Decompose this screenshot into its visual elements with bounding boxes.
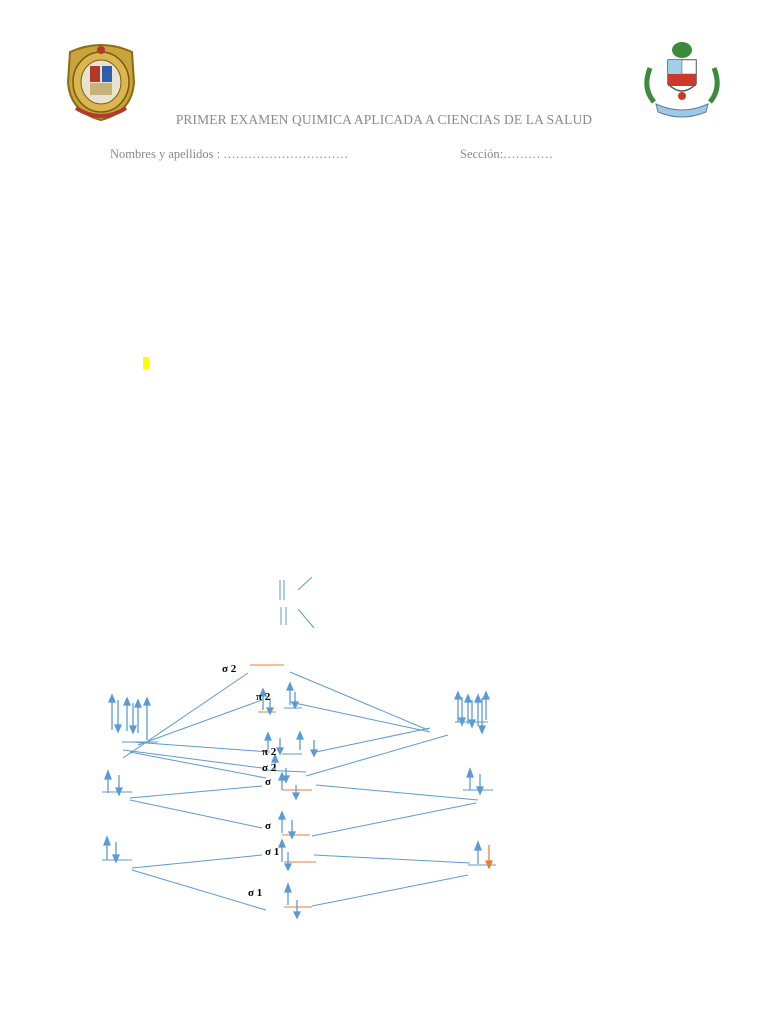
orbital-label-sigma1-star: σ 1 [265, 846, 280, 858]
orbital-label-sigma1: σ 1 [248, 887, 263, 899]
orbital-label-sigma2: σ 2 [262, 762, 277, 774]
name-field-line: Nombres y apellidos : ………………………… [110, 147, 349, 161]
orbital-label-sigma-b: σ [265, 820, 271, 832]
orbital-label-pi2-star: π 2 [256, 691, 271, 703]
orbital-label-sigma-a: σ [265, 776, 271, 788]
orbital-label-sigma2-star: σ 2 [222, 663, 237, 675]
orbital-label-pi2: π 2 [262, 746, 277, 758]
exam-title: PRIMER EXAMEN QUIMICA APLICADA A CIENCIAS DE LA SALUD [175, 112, 593, 127]
section-field-line: Sección:………… [460, 147, 554, 161]
